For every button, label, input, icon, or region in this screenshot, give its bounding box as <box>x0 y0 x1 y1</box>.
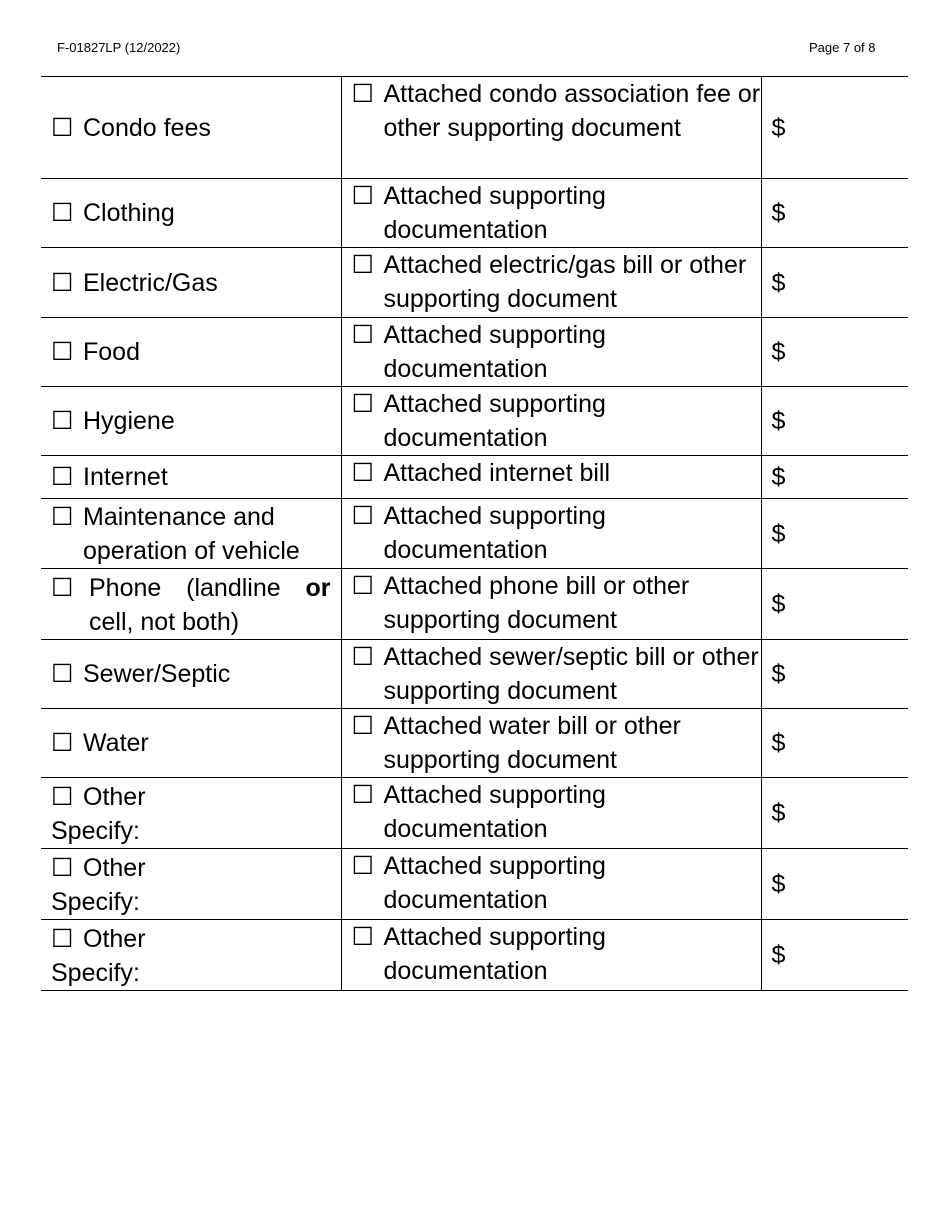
document-label: Attached supporting documentation <box>383 923 606 985</box>
table-row <box>41 499 908 569</box>
currency-symbol: $ <box>771 463 786 491</box>
amount-cell[interactable] <box>761 569 908 640</box>
phone-label-part1: Phone (landline <box>89 574 281 602</box>
food-checkbox[interactable]: ☐ <box>51 338 74 366</box>
currency-symbol: $ <box>771 519 786 548</box>
expense-label: Hygiene <box>83 407 175 435</box>
expense-cell <box>41 849 341 920</box>
expense-label: Other <box>83 925 146 953</box>
phone-label-part2: cell, not both) <box>89 608 240 636</box>
currency-symbol: $ <box>771 199 786 227</box>
amount-cell[interactable] <box>761 849 908 920</box>
amount-cell[interactable] <box>761 77 908 179</box>
table-row <box>41 77 908 179</box>
currency-symbol: $ <box>771 113 786 142</box>
table-row <box>41 778 908 849</box>
page-number: Page 7 of 8 <box>809 40 876 55</box>
other-1-doc-checkbox[interactable]: ☐ <box>351 781 374 809</box>
amount-cell[interactable] <box>761 318 908 387</box>
table-row <box>41 248 908 318</box>
amount-cell[interactable] <box>761 499 908 569</box>
amount-cell[interactable] <box>761 709 908 778</box>
currency-symbol: $ <box>771 799 786 827</box>
document-cell <box>341 318 761 387</box>
document-cell <box>341 778 761 849</box>
expense-label: Clothing <box>83 199 175 227</box>
amount-cell[interactable] <box>761 456 908 499</box>
table-row <box>41 640 908 709</box>
other-1-checkbox[interactable]: ☐ <box>51 783 74 811</box>
clothing-doc-checkbox[interactable]: ☐ <box>351 182 374 210</box>
hygiene-doc-checkbox[interactable]: ☐ <box>351 390 374 418</box>
form-id: F-01827LP (12/2022) <box>57 40 181 55</box>
currency-symbol: $ <box>771 660 786 688</box>
expenses-table <box>41 76 908 991</box>
phone-label-bold: or <box>305 574 331 602</box>
other-3-checkbox[interactable]: ☐ <box>51 925 74 953</box>
amount-cell[interactable] <box>761 387 908 456</box>
expense-cell <box>41 640 341 709</box>
clothing-checkbox[interactable]: ☐ <box>51 199 74 227</box>
document-label: Attached water bill or other supporting document <box>383 712 681 774</box>
document-cell <box>341 499 761 569</box>
document-cell <box>341 849 761 920</box>
document-cell <box>341 179 761 248</box>
specify-field[interactable]: Specify: <box>51 959 140 987</box>
currency-symbol: $ <box>771 941 786 969</box>
document-label: Attached supporting documentation <box>383 781 606 843</box>
document-cell <box>341 456 761 499</box>
internet-doc-checkbox[interactable]: ☐ <box>351 459 374 487</box>
expense-cell <box>41 456 341 499</box>
document-label: Attached supporting documentation <box>383 182 606 244</box>
sewer-septic-doc-checkbox[interactable]: ☐ <box>351 643 374 671</box>
condo-doc-checkbox[interactable]: ☐ <box>351 80 374 108</box>
expense-label: Condo fees <box>83 113 211 142</box>
expense-cell <box>41 569 341 640</box>
currency-symbol: $ <box>771 729 786 757</box>
document-cell <box>341 77 761 179</box>
electric-gas-checkbox[interactable]: ☐ <box>51 268 74 297</box>
document-label: Attached supporting documentation <box>383 852 606 914</box>
amount-cell[interactable] <box>761 179 908 248</box>
currency-symbol: $ <box>771 870 786 898</box>
document-label: Attached internet bill <box>383 459 611 487</box>
expense-cell <box>41 778 341 849</box>
table-row <box>41 456 908 499</box>
document-label: Attached sewer/septic bill or other supporting document <box>383 643 759 705</box>
expense-label: Maintenance and operation of vehicle <box>83 502 300 565</box>
phone-checkbox[interactable]: ☐ <box>51 574 74 602</box>
other-3-doc-checkbox[interactable]: ☐ <box>351 923 374 951</box>
document-label: Attached supporting documentation <box>383 390 606 452</box>
expense-label: Other <box>83 854 146 882</box>
amount-cell[interactable] <box>761 248 908 318</box>
document-cell <box>341 920 761 991</box>
table-row <box>41 709 908 778</box>
expense-label: Water <box>83 729 149 757</box>
table-row <box>41 569 908 640</box>
water-doc-checkbox[interactable]: ☐ <box>351 712 374 740</box>
table-row <box>41 318 908 387</box>
amount-cell[interactable] <box>761 920 908 991</box>
amount-cell[interactable] <box>761 778 908 849</box>
expense-cell <box>41 77 341 179</box>
condo-fees-checkbox[interactable]: ☐ <box>51 113 74 142</box>
expense-label: Electric/Gas <box>83 268 218 297</box>
expense-label: Internet <box>83 463 168 491</box>
table-row <box>41 179 908 248</box>
vehicle-doc-checkbox[interactable]: ☐ <box>351 502 374 530</box>
expense-cell <box>41 920 341 991</box>
document-cell <box>341 248 761 318</box>
currency-symbol: $ <box>771 407 786 435</box>
document-cell <box>341 387 761 456</box>
table-row <box>41 387 908 456</box>
document-label: Attached electric/gas bill or other supporting document <box>383 251 747 313</box>
document-cell <box>341 709 761 778</box>
other-2-doc-checkbox[interactable]: ☐ <box>351 852 374 880</box>
food-doc-checkbox[interactable]: ☐ <box>351 321 374 349</box>
table-row <box>41 920 908 991</box>
specify-field[interactable]: Specify: <box>51 888 140 916</box>
document-label: Attached supporting documentation <box>383 321 606 383</box>
expense-label: Other <box>83 783 146 811</box>
sewer-septic-checkbox[interactable]: ☐ <box>51 660 74 688</box>
currency-symbol: $ <box>771 268 786 297</box>
document-label: Attached condo association fee or other supporting document <box>383 80 761 142</box>
expense-cell <box>41 499 341 569</box>
expense-cell <box>41 387 341 456</box>
table-row <box>41 849 908 920</box>
document-label: Attached phone bill or other supporting document <box>383 572 690 634</box>
internet-checkbox[interactable]: ☐ <box>51 463 74 491</box>
electric-gas-doc-checkbox[interactable]: ☐ <box>351 251 374 279</box>
water-checkbox[interactable]: ☐ <box>51 729 74 757</box>
document-cell <box>341 569 761 640</box>
expense-cell <box>41 318 341 387</box>
hygiene-checkbox[interactable]: ☐ <box>51 407 74 435</box>
expense-label: Sewer/Septic <box>83 660 231 688</box>
expense-cell <box>41 248 341 318</box>
document-cell <box>341 640 761 709</box>
specify-field[interactable]: Specify: <box>51 817 140 845</box>
document-label: Attached supporting documentation <box>383 502 606 564</box>
amount-cell[interactable] <box>761 640 908 709</box>
expense-label: Food <box>83 338 140 366</box>
vehicle-checkbox[interactable]: ☐ <box>51 502 74 531</box>
expense-cell <box>41 179 341 248</box>
expense-cell <box>41 709 341 778</box>
phone-doc-checkbox[interactable]: ☐ <box>351 572 374 600</box>
currency-symbol: $ <box>771 590 786 618</box>
currency-symbol: $ <box>771 338 786 366</box>
other-2-checkbox[interactable]: ☐ <box>51 854 74 882</box>
